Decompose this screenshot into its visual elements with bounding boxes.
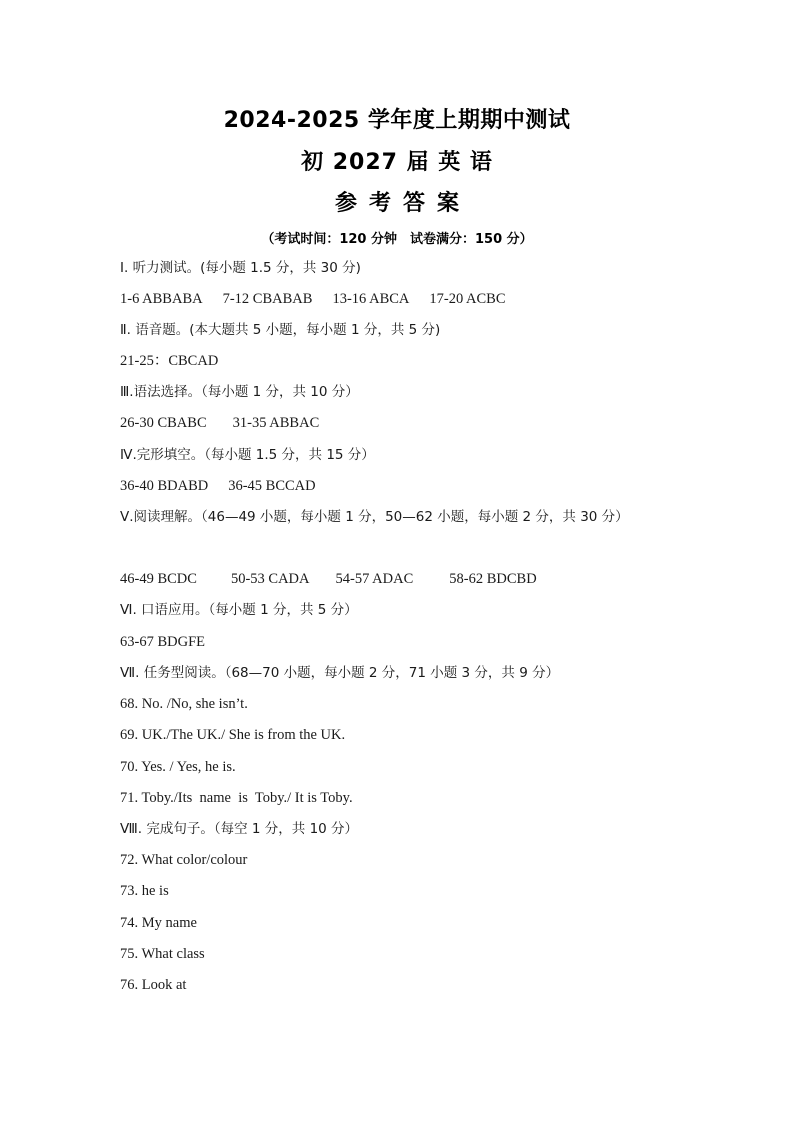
document-subtitle: 初 2027 届 英 语 (301, 150, 493, 175)
section-heading-task-reading: Ⅶ. 任务型阅读。（68—70 小题，每小题 2 分，71 小题 3 分，共 9 分） (120, 665, 560, 681)
answer-item-71: 71. Toby./Its name is Toby./ It is Toby. (120, 790, 353, 806)
answer-group: 26-30 CBABC (120, 415, 207, 431)
answer-group: 54-57 ADAC (335, 571, 414, 587)
answer-item-68: 68. No. /No, she isn’t. (120, 696, 248, 712)
section-heading-phonetics: Ⅱ. 语音题。(本大题共 5 小题，每小题 1 分，共 5 分) (120, 322, 441, 338)
section-heading-oral: Ⅵ. 口语应用。（每小题 1 分，共 5 分） (120, 602, 358, 618)
answer-item-76: 76. Look at (120, 977, 187, 993)
answer-item-74: 74. My name (120, 915, 197, 931)
section-heading-grammar: Ⅲ.语法选择。（每小题 1 分，共 10 分） (120, 384, 359, 400)
document-title: 2024-2025 学年度上期期中测试 (223, 108, 571, 133)
answer-item-72: 72. What color/colour (120, 852, 248, 868)
answer-group: 21-25：CBCAD (120, 353, 219, 369)
answer-group: 1-6 ABBABA (120, 291, 203, 307)
document-type: 参考答案 (334, 191, 471, 216)
answer-item-69: 69. UK./The UK./ She is from the UK. (120, 727, 346, 743)
answer-item-70: 70. Yes. / Yes, he is. (120, 759, 236, 775)
answer-item-75: 75. What class (120, 946, 205, 962)
answer-group: 13-16 ABCA (332, 291, 410, 307)
section-heading-cloze: Ⅳ.完形填空。（每小题 1.5 分，共 15 分） (120, 447, 375, 463)
answer-group: 36-45 BCCAD (228, 478, 316, 494)
answer-group: 50-53 CADA (230, 571, 310, 587)
answer-row-phonetics (120, 351, 218, 371)
answer-group: 17-20 ACBC (429, 291, 506, 307)
section-heading-reading: Ⅴ.阅读理解。（46—49 小题，每小题 1 分，50—62 小题，每小题 2 分，共 30 分） (120, 509, 629, 525)
answer-group: 63-67 BDGFE (120, 634, 205, 650)
answer-row-listening (120, 289, 506, 309)
answer-group: 36-40 BDABD (120, 478, 209, 494)
answer-row-cloze (120, 476, 316, 496)
answer-group: 7-12 CBABAB (222, 291, 313, 307)
answer-row-oral (120, 632, 205, 652)
answer-group: 58-62 BDCBD (449, 571, 537, 587)
section-heading-sentences: Ⅷ. 完成句子。（每空 1 分，共 10 分） (120, 821, 359, 837)
answer-row-grammar (120, 413, 319, 433)
answer-item-73: 73. he is (120, 883, 169, 899)
answer-group: 31-35 ABBAC (232, 415, 320, 431)
exam-info: （考试时间：120 分钟 试卷满分：150 分） (261, 232, 533, 247)
answer-row-reading (120, 569, 537, 589)
section-heading-listening: Ⅰ. 听力测试。(每小题 1.5 分，共 30 分) (120, 260, 361, 276)
answer-group: 46-49 BCDC (120, 571, 197, 587)
